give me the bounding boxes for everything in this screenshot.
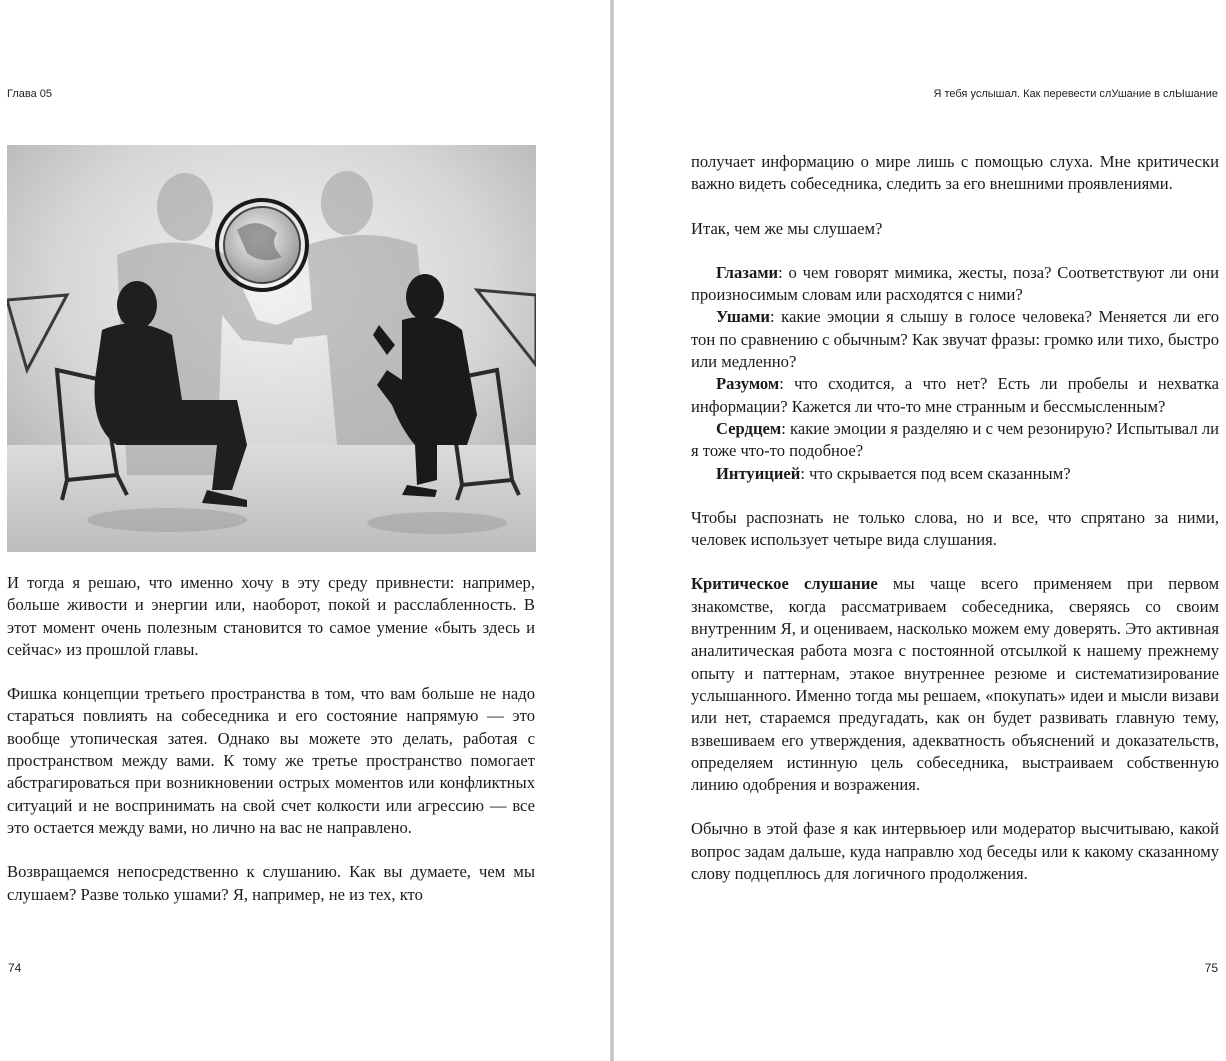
page-number-left: 74 [8, 961, 22, 975]
channel-term: Ушами [716, 307, 770, 327]
paragraph: Итак, чем же мы слушаем? [691, 218, 883, 238]
listening-channel-item [691, 306, 1219, 373]
listening-channel-item [691, 373, 1219, 418]
channel-text: : что сходится, а что нет? Есть ли пробелы и нехватка информации? Кажется ли что-то мне странным и бессмысленным? [691, 374, 1219, 416]
channel-term: Разумом [716, 374, 780, 394]
listening-channel-item [691, 418, 1219, 463]
right-body-text [691, 151, 1219, 885]
left-page [0, 0, 610, 1061]
listening-channel-item [691, 262, 1219, 307]
paragraph: получает информацию о мире лишь с помощью слуха. Мне критически важно видеть собеседника, следить за его внешними проявлениями. [691, 152, 1219, 194]
listening-channel-item [691, 463, 1219, 485]
paragraph: Чтобы распознать не только слова, но и все, что спрятано за ними, человек использует четыре вида слушания. [691, 507, 1219, 550]
channel-text: : о чем говорят мимика, жесты, поза? Соответствуют ли они произносимым словам или расходятся с ними? [691, 262, 1219, 305]
right-page [614, 0, 1226, 1061]
running-head-right: Я тебя услышал. Как перевести слУшание в слЫшание [933, 88, 1218, 100]
illustration-photo [7, 145, 536, 552]
critical-listening-text: мы чаще всего применяем при первом знакомстве, когда рассматриваем собеседника, сверяясь со своим внутренним Я, и оцениваем, насколько можем ему доверять. Это активная аналитическая работа мозга с постоянной отсылкой к нашему прежнему опыту и паттернам, этакое внутреннее резюме и систематизирование услышанного. Именно тогда мы решаем, «покупать» идеи и мысли визави или нет, стараемся предугадать, как он будет развивать главную тему, взвешиваем его утверждения, адекватность объяснений и доказательств, определяем истинную цель собеседника, выстраиваем собственную линию одобрения и возражения. [691, 574, 1220, 795]
channel-term: Глазами [716, 262, 779, 282]
paragraph: И тогда я решаю, что именно хочу в эту среду привнести: например, больше живости и энергии или, наоборот, покой и расслабленность. В этот момент очень полезным становится то самое умение «быть здесь и сейчас» из прошлой главы. [7, 573, 535, 659]
channel-term: Сердцем [716, 418, 782, 438]
channel-text: : какие эмоции я слышу в голосе человека? Меняется ли его тон по сравнению с обычным? Как звучат фразы: громко или тихо, быстро или медленно? [691, 307, 1219, 372]
channel-text: : какие эмоции я разделяю и с чем резонирую? Испытывал ли я тоже что-то подобное? [691, 418, 1219, 461]
paragraph: Обычно в этой фазе я как интервьюер или модератор высчитываю, какой вопрос задам дальше, куда направлю ход беседы или к какому сказанному слову подцеплюсь для логичного продолжения. [691, 819, 1219, 884]
critical-listening-term: Критическое слушание [691, 574, 878, 594]
paragraph: Возвращаемся непосредственно к слушанию. Как вы думаете, чем мы слушаем? Разве только ушами? Я, например, не из тех, кто [7, 862, 535, 904]
paragraph: Фишка концепции третьего пространства в том, что вам больше не надо стараться повлиять на собеседника и его состояние напрямую — это вообще утопическая затея. Однако вы можете это делать, работая с пространством между вами. К тому же третье пространство помогает абстрагироваться при возникновении острых моментов или конфликтных ситуаций и не воспринимать на свой счет колкости или агрессию — все это остается между вами, но лично на вас не направлено. [7, 684, 535, 837]
paragraph-critical-listening [691, 573, 1219, 796]
page-number-right: 75 [1204, 961, 1218, 975]
channel-term: Интуицией [716, 463, 801, 483]
running-head-left: Глава 05 [7, 88, 53, 100]
channel-text: : что скрывается под всем сказанным? [800, 463, 1071, 483]
left-body-text [7, 572, 535, 906]
